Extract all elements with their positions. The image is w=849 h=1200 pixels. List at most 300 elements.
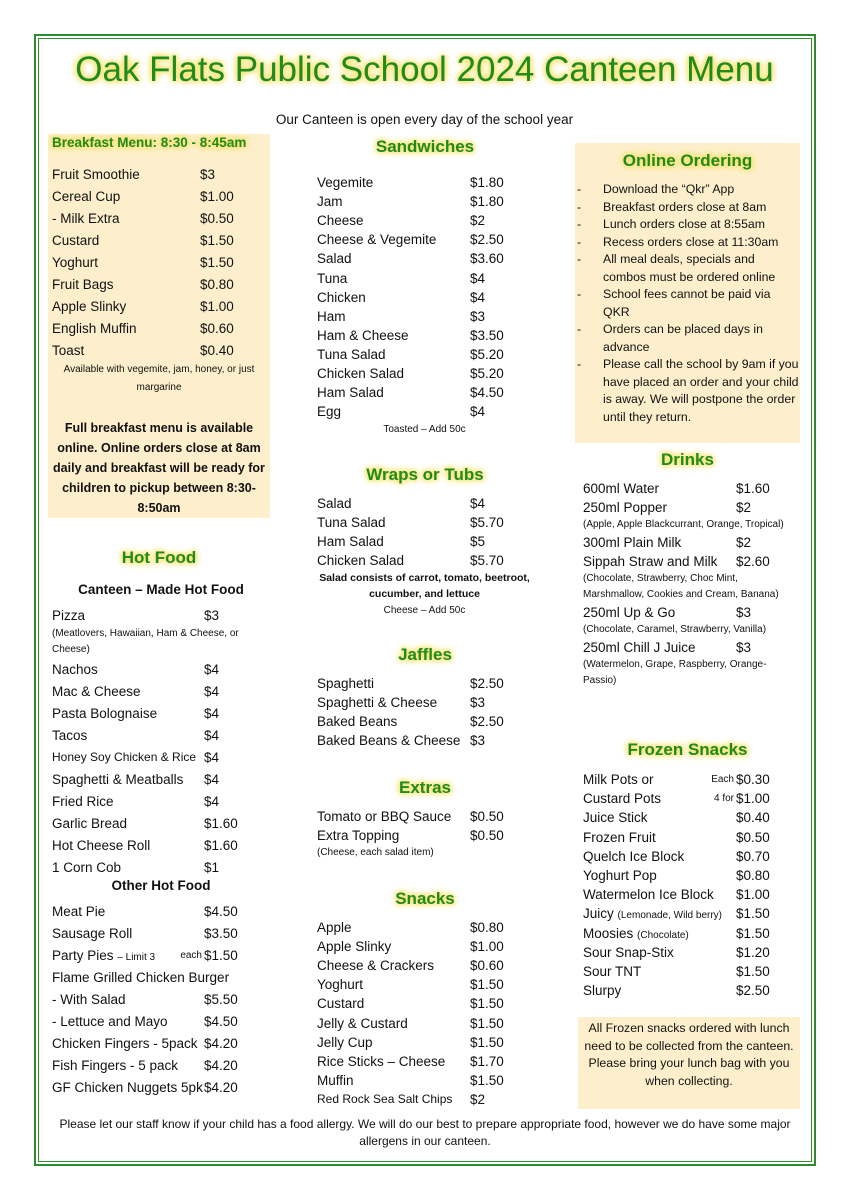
snacks-list [317, 918, 532, 1109]
item-price: $4 [204, 727, 220, 743]
online-ordering-heading: Online Ordering [622, 151, 753, 170]
item-name-text: Sausage Roll [52, 925, 133, 941]
menu-item [52, 944, 270, 966]
menu-item [583, 552, 798, 571]
item-name-text: Jam [317, 194, 343, 210]
menu-item [52, 339, 266, 361]
menu-item [317, 383, 532, 402]
menu-item [52, 680, 270, 702]
item-name-text: Chicken Salad [317, 365, 405, 381]
item-name [317, 366, 404, 381]
item-name [583, 772, 654, 787]
item-price: $5.50 [204, 991, 238, 1007]
item-name-text: English Muffin [52, 320, 137, 336]
menu-item [317, 249, 532, 268]
online-ordering-item [577, 356, 799, 426]
subheading: Other Hot Food [111, 878, 211, 893]
item-name-text: Yoghurt [317, 977, 364, 993]
item-name [317, 809, 451, 824]
item-detail: – Limit 3 [117, 951, 156, 963]
item-name [317, 714, 397, 729]
item-price: $2.50 [470, 676, 504, 691]
item-name [52, 706, 157, 721]
item-price: $0.60 [200, 320, 234, 336]
breakfast-list [52, 163, 266, 397]
item-qualifier: 4 for [713, 793, 734, 805]
item-name-text: Cheese & Crackers [317, 958, 435, 974]
item-price: $0.80 [736, 868, 770, 884]
item-name-cell [583, 535, 736, 550]
item-name-text: Tacos [52, 727, 88, 743]
item-name [583, 983, 621, 998]
item-price: $4 [204, 771, 220, 787]
wraps-list [317, 494, 532, 620]
item-name-text: Fruit Smoothie [52, 166, 140, 182]
item-price: $3 [470, 695, 486, 710]
item-name [52, 816, 127, 831]
menu-item [317, 807, 532, 826]
item-name-cell [583, 605, 736, 620]
menu-item [317, 937, 532, 956]
sandwiches-list [317, 173, 532, 439]
item-name-text: Pasta Bolognaise [52, 705, 158, 721]
item-name [52, 1014, 168, 1029]
item-name [52, 167, 140, 182]
menu-item [317, 173, 532, 192]
hot-food-list [52, 582, 270, 1098]
item-name-text: Nachos [52, 661, 98, 677]
item-name-cell [52, 706, 204, 721]
menu-item [52, 988, 270, 1010]
item-name [583, 810, 648, 825]
item-price: $1.50 [736, 906, 770, 922]
item-name-cell [317, 496, 470, 511]
menu-item [52, 185, 266, 207]
item-name-text: Ham [317, 308, 346, 324]
item-price: $3.50 [204, 925, 238, 941]
item-name-text: Chicken [317, 289, 366, 305]
item-price: $1.60 [736, 481, 770, 496]
item-name [317, 1054, 445, 1069]
item-name-text: Fish Fingers - 5 pack [52, 1057, 179, 1073]
sandwiches-heading: Sandwiches [375, 137, 475, 156]
item-price: $4.50 [204, 1013, 238, 1029]
subtitle: Our Canteen is open every day of the school year [275, 112, 574, 127]
item-price: $4 [470, 289, 486, 305]
menu-item [583, 828, 798, 847]
item-name [317, 213, 364, 228]
menu-item [52, 658, 270, 680]
menu-item [317, 532, 532, 551]
item-name [52, 211, 120, 226]
menu-item [317, 1013, 532, 1032]
menu-item [583, 603, 798, 622]
menu-item [583, 866, 798, 885]
item-note: (Apple, Apple Blackcurrant, Orange, Tropical) [583, 519, 784, 530]
item-name-cell [317, 695, 470, 710]
item-name-cell [317, 939, 470, 954]
item-name [317, 232, 436, 247]
menu-item [317, 345, 532, 364]
item-price: $0.80 [470, 920, 504, 936]
menu-item [317, 288, 532, 307]
menu-item [317, 307, 532, 326]
item-name-cell [317, 175, 470, 190]
item-name-cell [317, 828, 470, 843]
item-name-text: Juicy [583, 906, 614, 922]
item-name [52, 904, 105, 919]
subheading: Canteen – Made Hot Food [78, 582, 244, 597]
item-name-text: Sour TNT [583, 963, 642, 979]
item-name [317, 676, 374, 691]
item-price: $1.70 [470, 1053, 504, 1069]
item-name-cell [317, 958, 470, 973]
item-price: $4 [470, 270, 486, 286]
item-name-cell [52, 969, 230, 985]
item-name-cell [317, 213, 470, 228]
menu-item [317, 918, 532, 937]
bullet-dash: - [577, 322, 582, 336]
item-name [52, 662, 98, 677]
item-name-cell [52, 750, 204, 764]
item-name-cell [583, 500, 736, 515]
item-name-cell [52, 299, 200, 314]
item-name-text: Slurpy [583, 983, 622, 999]
menu-item [52, 922, 270, 944]
item-name-cell [52, 277, 200, 292]
item-price: $5 [470, 534, 486, 549]
item-price: $1.60 [204, 815, 238, 831]
item-price: $3 [736, 640, 752, 655]
item-name-text: - Lettuce and Mayo [52, 1013, 168, 1029]
item-price: $0.40 [200, 342, 234, 358]
item-name [52, 838, 150, 853]
item-price: $1.80 [470, 175, 504, 191]
menu-item [52, 1076, 270, 1098]
jaffles-list [317, 674, 532, 750]
item-name-text: Yoghurt [52, 254, 99, 270]
item-price: $4 [204, 683, 220, 699]
online-ordering-text: School fees cannot be paid via QKR [603, 287, 771, 319]
item-name-cell [52, 608, 204, 623]
item-price: $1.50 [470, 996, 504, 1012]
item-note: Available with vegemite, jam, honey, or just margarine [63, 364, 255, 393]
item-name-cell [583, 554, 736, 569]
online-ordering-text: All meal deals, specials and combos must be ordered online [603, 252, 776, 284]
item-name-cell [317, 920, 470, 935]
item-name-text: Fried Rice [52, 793, 114, 809]
item-name [583, 945, 674, 960]
item-name [317, 733, 460, 748]
item-price: $3.60 [470, 251, 504, 267]
item-name [52, 750, 196, 764]
hot-food-heading: Hot Food [121, 548, 197, 567]
menu-item [583, 847, 798, 866]
menu-item [317, 994, 532, 1013]
item-name [52, 1058, 178, 1073]
item-name-text: 250ml Up & Go [583, 605, 676, 620]
item-note: Salad consists of carrot, tomato, beetroot, cucumber, and lettuce [319, 572, 530, 600]
item-price: $0.60 [470, 958, 504, 974]
item-name [52, 321, 137, 336]
item-price: $4 [470, 404, 486, 420]
item-name-cell [583, 926, 736, 941]
item-price: $2 [736, 535, 752, 550]
item-price: $4 [204, 661, 220, 677]
item-name-cell [317, 366, 470, 381]
item-price: $1.80 [470, 194, 504, 210]
item-name [52, 926, 132, 941]
menu-item [583, 943, 798, 962]
item-price: $4.50 [470, 385, 504, 401]
item-name-cell [52, 233, 200, 248]
item-name-text: Chicken Salad [317, 553, 405, 568]
item-name [52, 277, 114, 292]
breakfast-heading: Breakfast Menu: 8:30 - 8:45am [52, 135, 247, 150]
item-name-cell [317, 1092, 470, 1106]
item-name-cell [583, 906, 736, 921]
item-name [583, 849, 684, 864]
item-price: $1 [204, 859, 220, 875]
item-price: $4 [470, 496, 486, 511]
item-name-text: Rice Sticks – Cheese [317, 1053, 446, 1069]
menu-item [52, 966, 270, 988]
online-ordering-item [577, 321, 799, 356]
item-name-cell [52, 926, 204, 941]
item-name-cell [317, 553, 470, 568]
item-name-text: Red Rock Sea Salt Chips [317, 1092, 453, 1107]
item-name [317, 515, 386, 530]
item-name-text: Vegemite [317, 175, 374, 191]
item-name-cell [583, 830, 736, 845]
menu-item [317, 1052, 532, 1071]
item-price: $3 [200, 166, 216, 182]
item-name-text: 600ml Water [583, 481, 660, 496]
allergy-footer: Please let our staff know if your child has a food allergy. We will do our best to prepare appropriate food, however we do have some major allergens in our canteen. [59, 1117, 791, 1148]
item-name-cell [317, 271, 470, 286]
item-name [583, 926, 689, 941]
item-name [317, 385, 384, 400]
item-name-text: Ham & Cheese [317, 327, 409, 343]
menu-item [52, 746, 270, 768]
item-name [317, 290, 366, 305]
item-name-text: Tuna Salad [317, 346, 386, 362]
item-price: $1.00 [200, 188, 234, 204]
bullet-dash: - [577, 199, 582, 214]
online-ordering-item [577, 251, 799, 286]
item-price: $2.50 [470, 232, 504, 248]
item-qualifier: Each [711, 774, 734, 786]
item-name-cell [52, 838, 204, 853]
item-name-cell [52, 189, 200, 204]
menu-item [583, 479, 798, 498]
item-name-cell [583, 983, 736, 998]
item-name-cell [317, 251, 470, 266]
item-name-cell [583, 964, 736, 979]
menu-item [583, 904, 798, 923]
item-name-cell [52, 684, 204, 699]
item-note: (Cheese, each salad item) [317, 847, 434, 858]
item-name-text: Chicken Fingers - 5pack [52, 1035, 198, 1051]
item-name [583, 535, 681, 550]
item-name-cell [52, 904, 204, 919]
item-price: $2 [470, 1091, 486, 1107]
item-name [317, 977, 363, 992]
item-price: $1.50 [470, 977, 504, 993]
menu-item [317, 513, 532, 532]
item-name [583, 830, 656, 845]
item-price: $0.50 [470, 828, 504, 843]
item-price: $3 [470, 308, 486, 324]
item-name-cell [583, 868, 736, 883]
item-price: $0.50 [736, 829, 770, 845]
item-price: $2.50 [470, 714, 504, 729]
item-name-text: Quelch Ice Block [583, 848, 685, 864]
menu-item [583, 770, 798, 789]
item-name-text: Salad [317, 251, 352, 267]
menu-item [583, 962, 798, 981]
item-name-text: Pizza [52, 607, 86, 623]
item-name [52, 233, 99, 248]
item-name-text: Muffin [317, 1072, 354, 1088]
item-name-cell [52, 772, 204, 787]
item-name-text: Spaghetti [317, 676, 375, 691]
online-ordering-text: Recess orders close at 11:30am [603, 234, 779, 249]
item-name [52, 684, 141, 699]
item-name-cell [317, 515, 470, 530]
item-price: $1.00 [470, 939, 504, 955]
item-name-cell [52, 321, 200, 336]
item-name [317, 1073, 354, 1088]
item-name-cell [583, 849, 736, 864]
item-name-cell [583, 945, 736, 960]
item-name-text: Cheese & Vegemite [317, 232, 437, 248]
item-name-cell [52, 816, 204, 831]
menu-item [317, 975, 532, 994]
extras-heading: Extras [399, 778, 451, 797]
item-name-cell [317, 1016, 470, 1031]
menu-item [52, 768, 270, 790]
bullet-dash: - [577, 252, 582, 266]
drinks-heading: Drinks [661, 450, 714, 469]
item-name-text: Tuna Salad [317, 515, 386, 530]
item-price: $5.70 [470, 515, 504, 530]
item-name [583, 887, 714, 902]
item-name [317, 194, 343, 209]
menu-item [52, 604, 270, 626]
snacks-heading: Snacks [395, 889, 455, 908]
item-name [317, 920, 352, 935]
item-name-cell [583, 772, 736, 787]
item-price: $0.50 [200, 210, 234, 226]
item-name [317, 1035, 373, 1050]
item-name-cell [52, 1058, 204, 1073]
item-name-text: Frozen Fruit [583, 829, 656, 845]
menu-item [52, 295, 266, 317]
item-name-cell [317, 328, 470, 343]
item-name-cell [317, 1073, 470, 1088]
item-name-cell [317, 309, 470, 324]
menu-item [317, 1071, 532, 1090]
menu-item [317, 956, 532, 975]
item-name-text: GF Chicken Nuggets 5pk [52, 1079, 203, 1095]
menu-item [583, 885, 798, 904]
item-name-text: 250ml Popper [583, 500, 668, 515]
menu-item [317, 731, 532, 750]
item-name-cell [52, 662, 204, 677]
item-name [317, 309, 346, 324]
item-name-cell [317, 809, 470, 824]
item-name-text: Sippah Straw and Milk [583, 554, 718, 569]
item-price: $1.50 [470, 1072, 504, 1088]
item-name-cell [317, 534, 470, 549]
item-price: $1.50 [470, 1034, 504, 1050]
menu-item [317, 211, 532, 230]
item-name [317, 404, 341, 419]
online-ordering-item [577, 234, 799, 252]
menu-item [583, 924, 798, 943]
item-price: $2.60 [736, 554, 770, 569]
item-name [52, 794, 114, 809]
item-price: $5.20 [470, 346, 504, 362]
item-name-cell [52, 948, 204, 963]
item-name-cell [583, 887, 736, 902]
item-name-cell [52, 255, 200, 270]
menu-item [317, 192, 532, 211]
online-ordering-text: Please call the school by 9am if you have placed an order and your child is away. We will postpone the order until they return. [603, 357, 799, 424]
item-price: $3 [736, 605, 752, 620]
item-name-text: Baked Beans & Cheese [317, 733, 461, 748]
item-price: $4.20 [204, 1079, 238, 1095]
bullet-dash: - [577, 217, 582, 231]
item-price: $4.20 [204, 1035, 238, 1051]
item-name-text: Jelly & Custard [317, 1015, 408, 1031]
item-name-cell [583, 810, 736, 825]
item-name-text: Fruit Bags [52, 276, 114, 292]
item-price: $1.50 [204, 947, 238, 963]
item-note: Cheese – Add 50c [383, 605, 466, 616]
bullet-dash: - [577, 287, 582, 301]
item-note: (Meatlovers, Hawaiian, Ham & Cheese, or Cheese) [52, 628, 239, 655]
menu-item [583, 638, 798, 657]
breakfast-info: Full breakfast menu is available online. Online orders close at 8am daily and breakfast will be ready for children to pickup between 8:30-8:50am [53, 421, 265, 515]
online-ordering-list [577, 181, 799, 426]
item-name [52, 1080, 203, 1095]
online-ordering-item [577, 199, 799, 217]
frozen-snacks-list [583, 770, 798, 1000]
item-name-text: Custard [317, 996, 365, 1012]
item-name-text: 250ml Chill J Juice [583, 640, 696, 655]
item-name [583, 791, 661, 806]
item-name-text: - Milk Extra [52, 210, 120, 226]
online-ordering-item [577, 216, 799, 234]
item-name [52, 728, 87, 743]
item-price: $0.40 [736, 810, 770, 826]
item-note: (Watermelon, Grape, Raspberry, Orange-Passio) [583, 659, 767, 686]
item-name-cell [317, 714, 470, 729]
online-ordering-text: Download the “Qkr” App [603, 182, 735, 196]
item-name [583, 554, 717, 569]
item-price: $0.30 [736, 772, 770, 788]
menu-item [317, 826, 532, 845]
item-name-text: Party Pies [52, 947, 114, 963]
item-name-text: Apple Slinky [317, 939, 392, 955]
page-title: Oak Flats Public School 2024 Canteen Menu [75, 50, 774, 89]
item-price: $3 [204, 607, 220, 623]
menu-item [52, 702, 270, 724]
item-name-text: Spaghetti & Meatballs [52, 771, 184, 787]
menu-item [583, 981, 798, 1000]
